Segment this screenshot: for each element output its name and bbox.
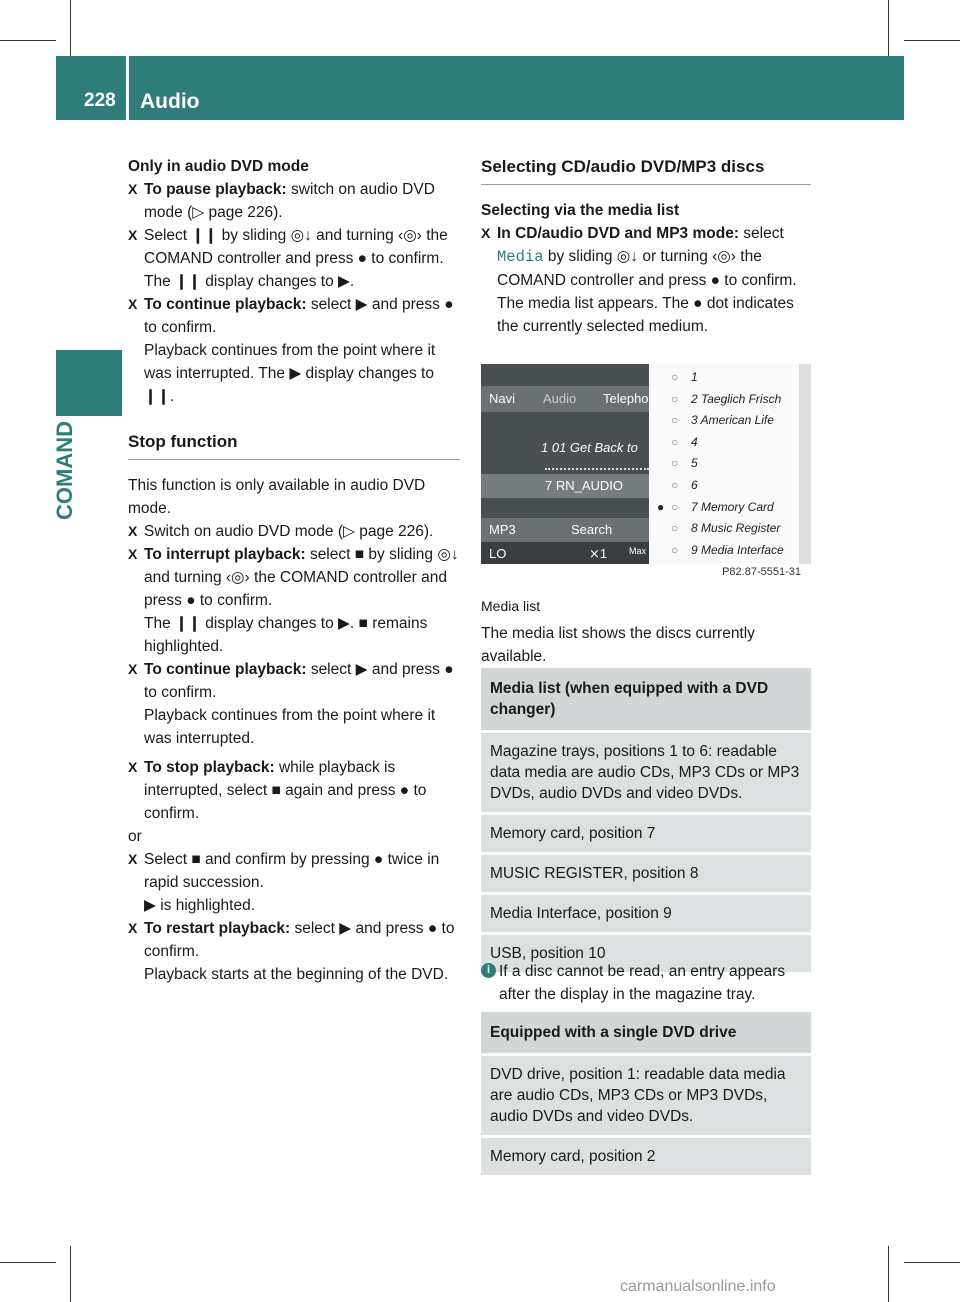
table-row: USB, position 10 <box>481 935 811 972</box>
table-header: Media list (when equipped with a DVD changer) <box>481 668 811 730</box>
section-title: Selecting CD/audio DVD/MP3 discs <box>481 155 811 185</box>
side-tab-label: COMAND <box>52 421 77 520</box>
media-menu-label: Media <box>497 248 544 266</box>
list-item[interactable]: 1 ○ <box>671 370 698 384</box>
table-row: DVD drive, position 1: readable data media are audio CDs, MP3 CDs or MP3 DVDs, audio DVDs and video DVDs. <box>481 1056 811 1135</box>
disc-icon: ○ <box>671 478 679 492</box>
ref-strip: P82.87-5551-31 <box>481 564 811 582</box>
list-item[interactable]: 4 ○ <box>671 434 698 449</box>
subsection-title: Selecting via the media list <box>481 202 680 219</box>
info-icon: i <box>481 963 496 978</box>
disc-icon: ○ <box>671 542 679 557</box>
step-select-pause: X Select ❙❙ by sliding ◎↓ and turning ‹◎› the COMAND controller and press ● to confirm. The ❙❙ display changes to ▶. <box>128 224 460 293</box>
single-dvd-table <box>481 1012 811 1178</box>
stop-function-heading: Stop function <box>128 430 460 460</box>
header-divider <box>126 56 129 120</box>
disc-icon: ○ <box>671 499 679 514</box>
figure-caption: Media list <box>481 598 541 614</box>
list-item[interactable]: 2 Taeglich Frisch ○ <box>671 391 782 406</box>
step-continue-2: X To continue playback: select ▶ and press ● to confirm. Playback continues from the point where it was interrupted. <box>128 658 460 750</box>
step-select-stop: X Select ■ and confirm by pressing ● twice in rapid succession. ▶ is highlighted. <box>128 848 460 917</box>
side-tab-square <box>56 350 122 416</box>
watermark: carmanualsonline.info <box>620 1278 776 1295</box>
list-item[interactable]: 7 Memory Card ○ ● <box>657 499 774 514</box>
status-bar: LO ⨯1 Max <box>481 542 649 566</box>
media-list-screenshot: Navi Audio Telepho 1 01 Get Back to 7 RN_AUDIO MP3 Search LO ⨯1 Max 1 ○ 2 Taeglich Frisch ○ 3 American Life ○ 4 ○ 5 ○ 6 ○ 7 Memory Card ○ ● 8 Music Register ○ 9 Media Interface ○ P82.87-5551-31 <box>481 364 811 582</box>
step-continue-1: X To continue playback: select ▶ and press ● to confirm. Playback continues from the point where it was interrupted. The ▶ display changes to ❙❙. <box>128 293 460 408</box>
list-item[interactable]: 8 Music Register ○ <box>671 521 781 536</box>
step-stop: X To stop playback: while playback is interrupted, select ■ again and press ● to confirm. <box>128 756 460 825</box>
crop-mark <box>904 1262 960 1263</box>
progress-bar <box>545 460 649 470</box>
page-number: 228 <box>84 90 116 111</box>
list-item[interactable]: 5 ○ <box>671 456 698 471</box>
info-note: i If a disc cannot be read, an entry appears after the display in the magazine tray. <box>481 960 811 1006</box>
list-item[interactable]: 9 Media Interface ○ <box>671 542 784 557</box>
list-item[interactable]: 3 American Life ○ <box>671 413 774 428</box>
table-header: Equipped with a single DVD drive <box>481 1012 811 1053</box>
media-list-table <box>481 668 811 975</box>
page-title: Audio <box>140 90 200 113</box>
tab-bar: Navi Audio Telepho <box>481 386 649 412</box>
table-row: Magazine trays, positions 1 to 6: readable data media are audio CDs, MP3 CDs or MP3 DVDs, audio DVDs and video DVDs. <box>481 733 811 812</box>
selected-dot-icon: ● <box>657 499 665 514</box>
mode-heading: Only in audio DVD mode <box>128 158 309 175</box>
function-bar: MP3 Search <box>481 518 649 542</box>
disc-icon: ○ <box>671 456 679 471</box>
left-column <box>128 155 460 986</box>
table-row: MUSIC REGISTER, position 8 <box>481 855 811 892</box>
or-text: or <box>128 828 142 845</box>
step-restart: X To restart playback: select ▶ and press ● to confirm. Playback starts at the beginning of the DVD. <box>128 917 460 986</box>
caption-description: The media list shows the discs currently available. <box>481 625 755 665</box>
step-pause: X To pause playback: switch on audio DVD mode (▷ page 226). <box>128 178 460 224</box>
table-row: Memory card, position 2 <box>481 1138 811 1175</box>
media-list-panel <box>649 364 799 564</box>
source-row: 7 RN_AUDIO <box>481 474 649 498</box>
right-column-text <box>481 155 811 338</box>
list-item[interactable]: 6 ○ <box>671 478 698 492</box>
disc-icon: ○ <box>671 434 679 449</box>
step-switch-on: X Switch on audio DVD mode (▷ page 226). <box>128 520 460 543</box>
crop-mark <box>904 40 960 41</box>
disc-icon: ○ <box>671 391 679 406</box>
caption-block <box>481 595 811 668</box>
crop-mark <box>888 0 889 56</box>
disc-icon: ○ <box>671 521 679 536</box>
scrollbar[interactable] <box>799 364 811 564</box>
crop-mark <box>0 40 56 41</box>
table-row: Memory card, position 7 <box>481 815 811 852</box>
table-row: Media Interface, position 9 <box>481 895 811 932</box>
disc-icon: ○ <box>671 370 679 384</box>
crop-mark <box>888 1246 889 1302</box>
stop-intro: This function is only available in audio DVD mode. <box>128 477 426 517</box>
crop-mark <box>0 1262 56 1263</box>
crop-mark <box>70 1246 71 1302</box>
step-select-media: X In CD/audio DVD and MP3 mode: select Media by sliding ◎↓ or turning ‹◎› the COMAND controller and press ● to confirm. The media list appears. The ● dot indicates the currently selected medium. <box>481 222 811 338</box>
crop-mark <box>70 0 71 56</box>
disc-icon: ○ <box>671 413 679 428</box>
step-interrupt: X To interrupt playback: select ■ by sliding ◎↓ and turning ‹◎› the COMAND controller and press ● to confirm. The ❙❙ display changes to ▶. ■ remains highlighted. <box>128 543 460 658</box>
